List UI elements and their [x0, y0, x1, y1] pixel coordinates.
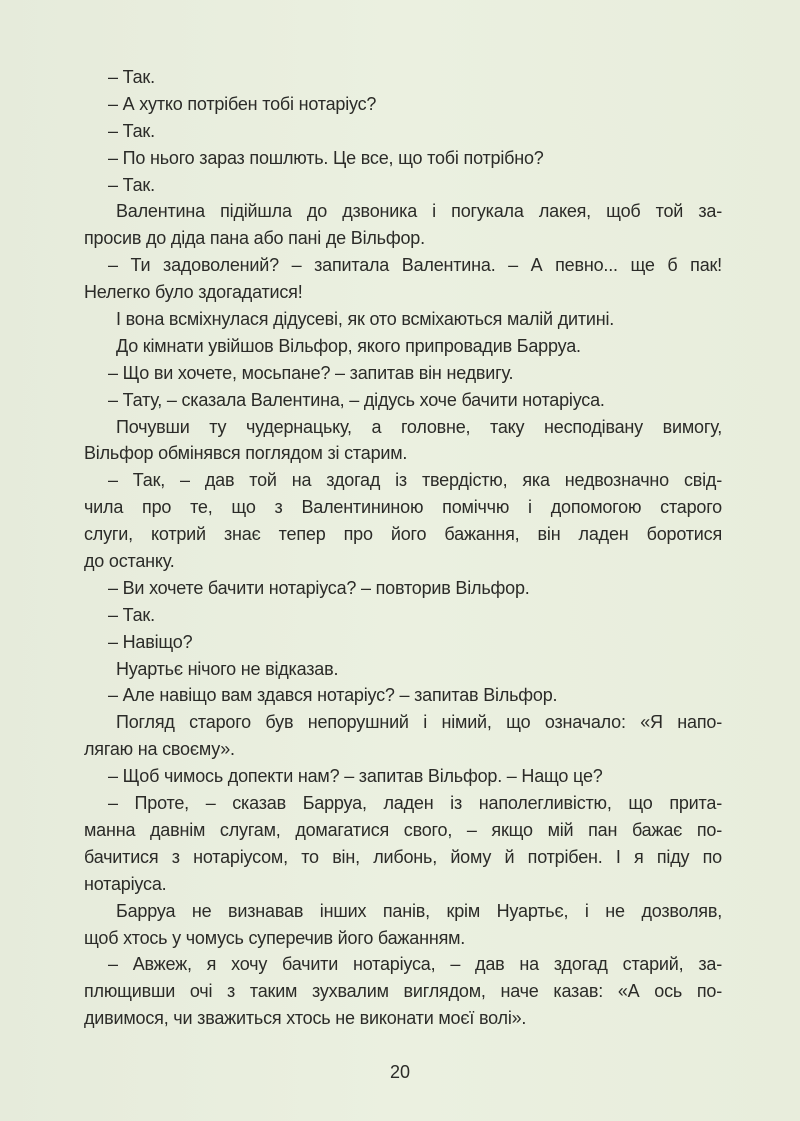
- text-line: нотаріуса.: [84, 873, 167, 894]
- text-line: чила про те, що з Валентининою поміччю і допомогою старого: [84, 497, 722, 518]
- text-line: Почувши ту чудернацьку, а головне, таку несподівану вимогу,: [116, 416, 722, 437]
- text-line: – Так.: [108, 604, 155, 625]
- text-line: – Так.: [108, 67, 155, 87]
- text-line: просив до діда пана або пані де Вільфор.: [84, 228, 425, 249]
- text-line: – А хутко потрібен тобі нотаріус?: [108, 93, 377, 114]
- text-line: – Тату, – сказала Валентина, – дідусь хоче бачити нотаріуса.: [108, 389, 605, 410]
- text-line: – Але навіщо вам здався нотаріус? – запитав Вільфор.: [108, 685, 558, 706]
- text-line: – Ти задоволений? – запитала Валентина. – А певно... ще б пак!: [108, 255, 722, 276]
- page-number: 20: [389, 1062, 411, 1082]
- text-line: до останку.: [84, 551, 175, 572]
- text-line: манна давнім слугам, домагатися свого, – якщо мій пан бажає по-: [84, 819, 722, 840]
- text-line: І вона всміхнулася дідусеві, як ото всміхаються малій дитині.: [116, 309, 615, 330]
- text-line: – Проте, – сказав Барруа, ладен із наполегливістю, що прита-: [108, 793, 722, 814]
- text-line: – Так, – дав той на здогад із твердістю, яка недвозначно свід-: [108, 470, 722, 491]
- text-line: Нуартьє нічого не відказав.: [116, 658, 339, 679]
- text-line: – Ви хочете бачити нотаріуса? – повторив Вільфор.: [108, 577, 530, 598]
- text-line: плющивши очі з таким зухвалим виглядом, наче казав: «А ось по-: [84, 981, 722, 1002]
- text-line: – Авжеж, я хочу бачити нотаріуса, – дав на здогад старий, за-: [108, 954, 722, 975]
- text-line: щоб хтось у чомусь суперечив його бажанням.: [84, 927, 466, 948]
- text-line: Погляд старого був непорушний і німий, що означало: «Я напо-: [116, 712, 722, 733]
- text-line: дивимося, чи зважиться хтось не виконати моєї волі».: [84, 1008, 527, 1029]
- text-line: лягаю на своєму».: [84, 739, 235, 760]
- text-line: Вільфор обмінявся поглядом зі старим.: [84, 443, 408, 464]
- text-line: До кімнати увійшов Вільфор, якого припровадив Барруа.: [116, 335, 581, 356]
- text-line: – Так.: [108, 120, 155, 141]
- text-line: – Так.: [108, 174, 155, 195]
- book-page-text: [84, 64, 722, 1032]
- text-line: Валентина підійшла до дзвоника і погукала лакея, щоб той за-: [116, 201, 722, 222]
- text-line: – Що ви хочете, мосьпане? – запитав він недвигу.: [108, 362, 514, 383]
- text-line: – Щоб чимось допекти нам? – запитав Вільфор. – Нащо це?: [108, 766, 603, 787]
- text-line: бачитися з нотаріусом, то він, либонь, йому й потрібен. І я піду по: [84, 846, 722, 867]
- text-line: Барруа не визнавав інших панів, крім Нуартьє, і не дозволяв,: [116, 900, 722, 921]
- text-line: слуги, котрий знає тепер про його бажання, він ладен боротися: [84, 524, 722, 545]
- text-line: – По нього зараз пошлють. Це все, що тобі потрібно?: [108, 147, 544, 168]
- text-line: Нелегко було здогадатися!: [84, 282, 303, 303]
- text-line: – Навіщо?: [108, 631, 193, 652]
